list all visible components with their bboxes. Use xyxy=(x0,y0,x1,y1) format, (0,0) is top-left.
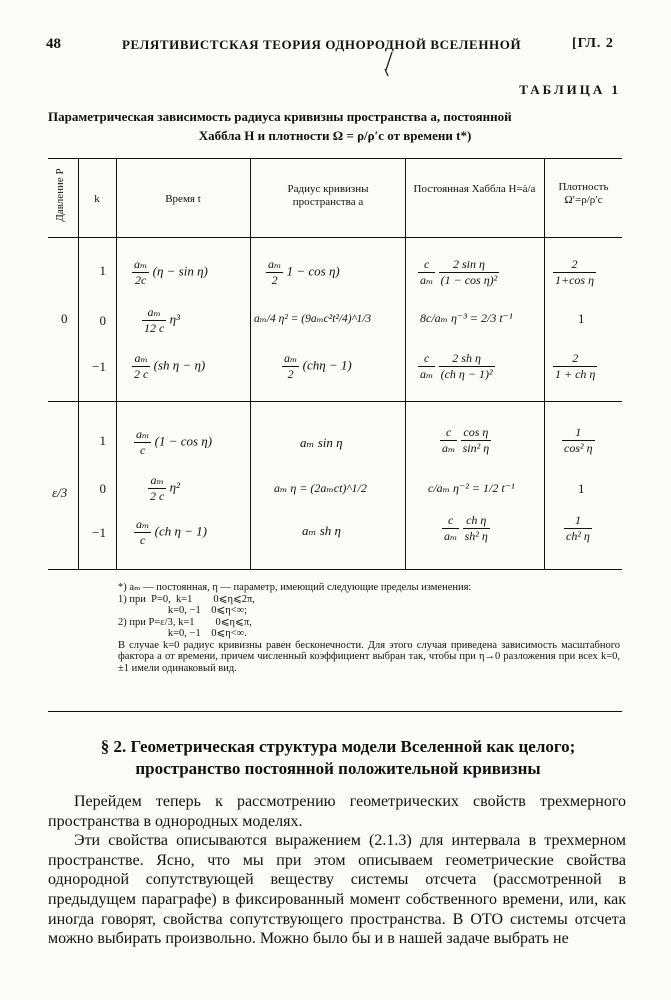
k-value: −1 xyxy=(92,525,106,540)
body-text xyxy=(48,792,626,949)
page-number: 48 xyxy=(46,36,61,52)
hubble-formula: $\frac{c}{\text{aₘ}}$ $\frac{\text{2 sin η}}{\text{(1 − cos η)²}}$ xyxy=(420,257,498,287)
caption-line-2: Хаббла H и плотности Ω = ρ/ρ′c от времени t*) xyxy=(198,128,472,143)
hubble-formula: 8c/aₘ η⁻³ = 2/3 t⁻¹ xyxy=(420,311,513,325)
header-time: Время t xyxy=(165,193,201,205)
table-label: ТАБЛИЦА 1 xyxy=(519,82,621,97)
hubble-formula: $\frac{c}{\text{aₘ}}$ $\frac{\text{cos η}}{\text{sin² η}}$ xyxy=(442,425,490,455)
radius-formula: $\frac{\text{aₘ}}{2}$ 1 − cos η) xyxy=(268,257,340,287)
time-formula: $\frac{\text{aₘ}}{2 c}$ η² xyxy=(150,473,180,503)
radius-formula: aₘ/4 η² = (9aₘc²t²/4)^1/3 xyxy=(254,313,372,325)
caption-line-1: Параметрическая зависимость радиуса кривизны пространства a, постоянной xyxy=(48,109,512,124)
hubble-formula: $\frac{c}{\text{aₘ}}$ $\frac{\text{ch η}}{\text{sh² η}}$ xyxy=(444,513,488,543)
radius-formula: $\frac{\text{aₘ}}{2}$ (chη − 1) xyxy=(284,351,352,381)
time-formula: $\frac{\text{aₘ}}{c}$ (ch η − 1) xyxy=(136,517,208,547)
time-formula: $\frac{\text{aₘ}}{2c}$ (η − sin η) xyxy=(134,257,208,287)
density-formula: 1 xyxy=(578,311,585,326)
density-formula: $\frac{2}{\text{1 + ch η}}$ xyxy=(555,351,596,381)
density-formula: $\frac{1}{\text{cos² η}}$ xyxy=(564,425,593,455)
pen-mark-icon xyxy=(382,50,396,78)
table-caption xyxy=(48,107,622,145)
time-formula: $\frac{\text{aₘ}}{12 c}$ η³ xyxy=(144,305,180,335)
density-formula: $\frac{1}{\text{ch² η}}$ xyxy=(566,513,590,543)
paragraph: Перейдем теперь к рассмотрению геометрических свойств трехмерного пространства в однородных моделях. xyxy=(48,793,626,830)
time-formula: $\frac{\text{aₘ}}{2 c}$ (sh η − η) xyxy=(134,351,206,381)
density-formula: 1 xyxy=(578,481,585,496)
time-formula: $\frac{\text{aₘ}}{c}$ (1 − cos η) xyxy=(136,427,213,457)
hubble-formula: $\frac{c}{\text{aₘ}}$ $\frac{\text{2 sh η}}{\text{(ch η − 1)²}}$ xyxy=(420,351,493,381)
header-density: Плотность Ω′=ρ/ρ′c xyxy=(558,181,609,206)
hubble-formula: c/aₘ η⁻² = 1/2 t⁻¹ xyxy=(428,481,515,495)
chapter-label: [ГЛ. 2 xyxy=(572,36,614,51)
k-value: 0 xyxy=(99,481,106,496)
k-value: 1 xyxy=(99,263,106,278)
table-footnote: *) aₘ — постоянная, η — параметр, имеющий следующие пределы изменения: 1) при P=0, k=1 0⩽η⩽2π, k=0, −1 0⩽η<∞; 2) при P=ε/3, k=1 0⩽η⩽π, k=0, −1 0⩽η<∞. В случае k=0 радиус кривизны равен бесконечности. Для этого случая приведена зависимость масштабного фактора a от времени, причем численный коэффициент выбран так, чтобы при η→0 разложения при всех k=0, ±1 имели одинаковый вид. xyxy=(118,582,620,674)
k-value: 1 xyxy=(99,433,106,448)
header-k: k xyxy=(94,193,100,205)
k-value: −1 xyxy=(92,359,106,374)
pressure-value: 0 xyxy=(61,311,68,326)
k-value: 0 xyxy=(99,313,106,328)
section-heading: § 2. Геометрическая структура модели Вселенной как целого; пространство постоянной положительной кривизны xyxy=(100,737,576,778)
radius-formula: aₘ sin η xyxy=(300,435,343,450)
radius-formula: aₘ η = (2aₘct)^1/2 xyxy=(274,481,367,495)
running-title: РЕЛЯТИВИСТСКАЯ ТЕОРИЯ ОДНОРОДНОЙ ВСЕЛЕННОЙ xyxy=(122,37,522,52)
density-formula: $\frac{2}{\text{1+cos η}}$ xyxy=(555,257,595,287)
radius-formula: aₘ sh η xyxy=(302,523,341,538)
header-radius: Радиус кривизны пространства a xyxy=(287,183,369,208)
paragraph: Эти свойства описываются выражением (2.1.3) для интервала в трехмерном пространстве. Ясно, что мы при этом описываем геометрические свойства однородной сопутствующей веществу системы отсчета (рассмотренной в предыдущем параграфе) в фиксированный момент собственного времени, или, как иногда говорят, свойства сопутствующего пространства. В ОТО системы отсчета можно выбирать произвольно. Можно было бы и в нашей задаче выбрать не xyxy=(48,832,626,948)
header-hubble: Постоянная Хаббла H=ȧ/a xyxy=(413,183,536,195)
header-pressure: Давление P xyxy=(54,168,66,222)
pressure-value: ε/3 xyxy=(52,485,68,500)
